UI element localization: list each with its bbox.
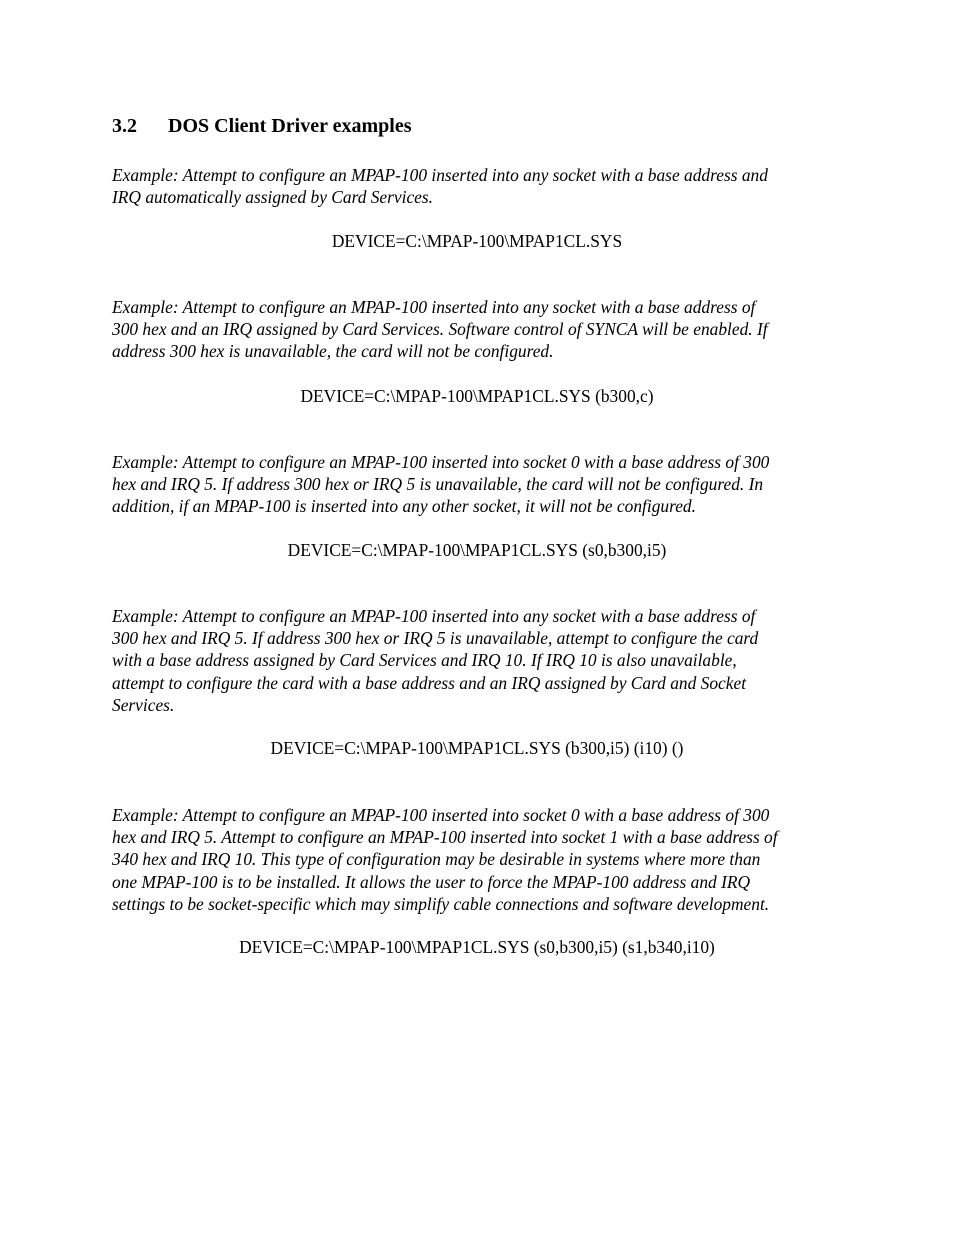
description-line: attempt to configure the card with a base address and an IRQ assigned by Card and Socket — [112, 672, 747, 693]
section-heading — [112, 113, 412, 139]
description-line: Services. — [112, 694, 175, 715]
description-line: 340 hex and IRQ 10. This type of configuration may be desirable in systems where more than — [112, 849, 761, 870]
description-line: 300 hex and an IRQ assigned by Card Services. Software control of SYNCA will be enabled. If — [112, 319, 768, 340]
section-title: DOS Client Driver examples — [168, 115, 412, 137]
description-line: hex and IRQ 5. If address 300 hex or IRQ 5 is unavailable, the card will not be configured. In — [112, 474, 764, 495]
description-line: IRQ automatically assigned by Card Services. — [112, 187, 434, 208]
description-line: one MPAP-100 is to be installed. It allows the user to force the MPAP-100 address and IRQ — [112, 871, 751, 892]
example-block-5 — [112, 804, 847, 957]
description-line: with a base address assigned by Card Services and IRQ 10. If IRQ 10 is also unavailable, — [112, 650, 737, 671]
description-line: hex and IRQ 5. Attempt to configure an MPAP-100 inserted into socket 1 with a base address of — [112, 827, 778, 848]
example-description — [112, 451, 847, 518]
config-command: DEVICE=C:\MPAP-100\MPAP1CL.SYS (s0,b300,i5) (s1,b340,i10) — [239, 937, 715, 957]
description-line: Example: Attempt to configure an MPAP-100 inserted into socket 0 with a base address of 300 — [112, 805, 770, 825]
config-command: DEVICE=C:\MPAP-100\MPAP1CL.SYS (b300,i5) (i10) () — [270, 738, 684, 758]
config-command: DEVICE=C:\MPAP-100\MPAP1CL.SYS (b300,c) — [300, 386, 654, 406]
config-command: DEVICE=C:\MPAP-100\MPAP1CL.SYS (s0,b300,i5) — [287, 540, 667, 560]
description-line: addition, if an MPAP-100 is inserted into any other socket, it will not be configured. — [112, 496, 696, 517]
description-line: address 300 hex is unavailable, the card will not be configured. — [112, 341, 554, 362]
example-block-1 — [112, 164, 847, 251]
example-description — [112, 804, 847, 915]
example-block-3 — [112, 451, 847, 560]
example-block-2 — [112, 296, 847, 406]
description-line: settings to be socket-specific which may simplify cable connections and software development. — [112, 893, 770, 914]
example-block-4 — [112, 605, 847, 758]
example-description — [112, 605, 847, 716]
config-command: DEVICE=C:\MPAP-100\MPAP1CL.SYS — [331, 231, 623, 251]
description-line: Example: Attempt to configure an MPAP-100 inserted into any socket with a base address and — [112, 165, 768, 185]
example-description — [112, 164, 847, 208]
description-line: 300 hex and IRQ 5. If address 300 hex or IRQ 5 is unavailable, attempt to configure the card — [112, 628, 759, 649]
example-description — [112, 296, 847, 363]
description-line: Example: Attempt to configure an MPAP-100 inserted into any socket with a base address of — [112, 297, 756, 317]
description-line: Example: Attempt to configure an MPAP-100 inserted into any socket with a base address of — [112, 606, 756, 626]
section-number: 3.2 — [112, 115, 137, 137]
description-line: Example: Attempt to configure an MPAP-100 inserted into socket 0 with a base address of 300 — [112, 452, 770, 472]
